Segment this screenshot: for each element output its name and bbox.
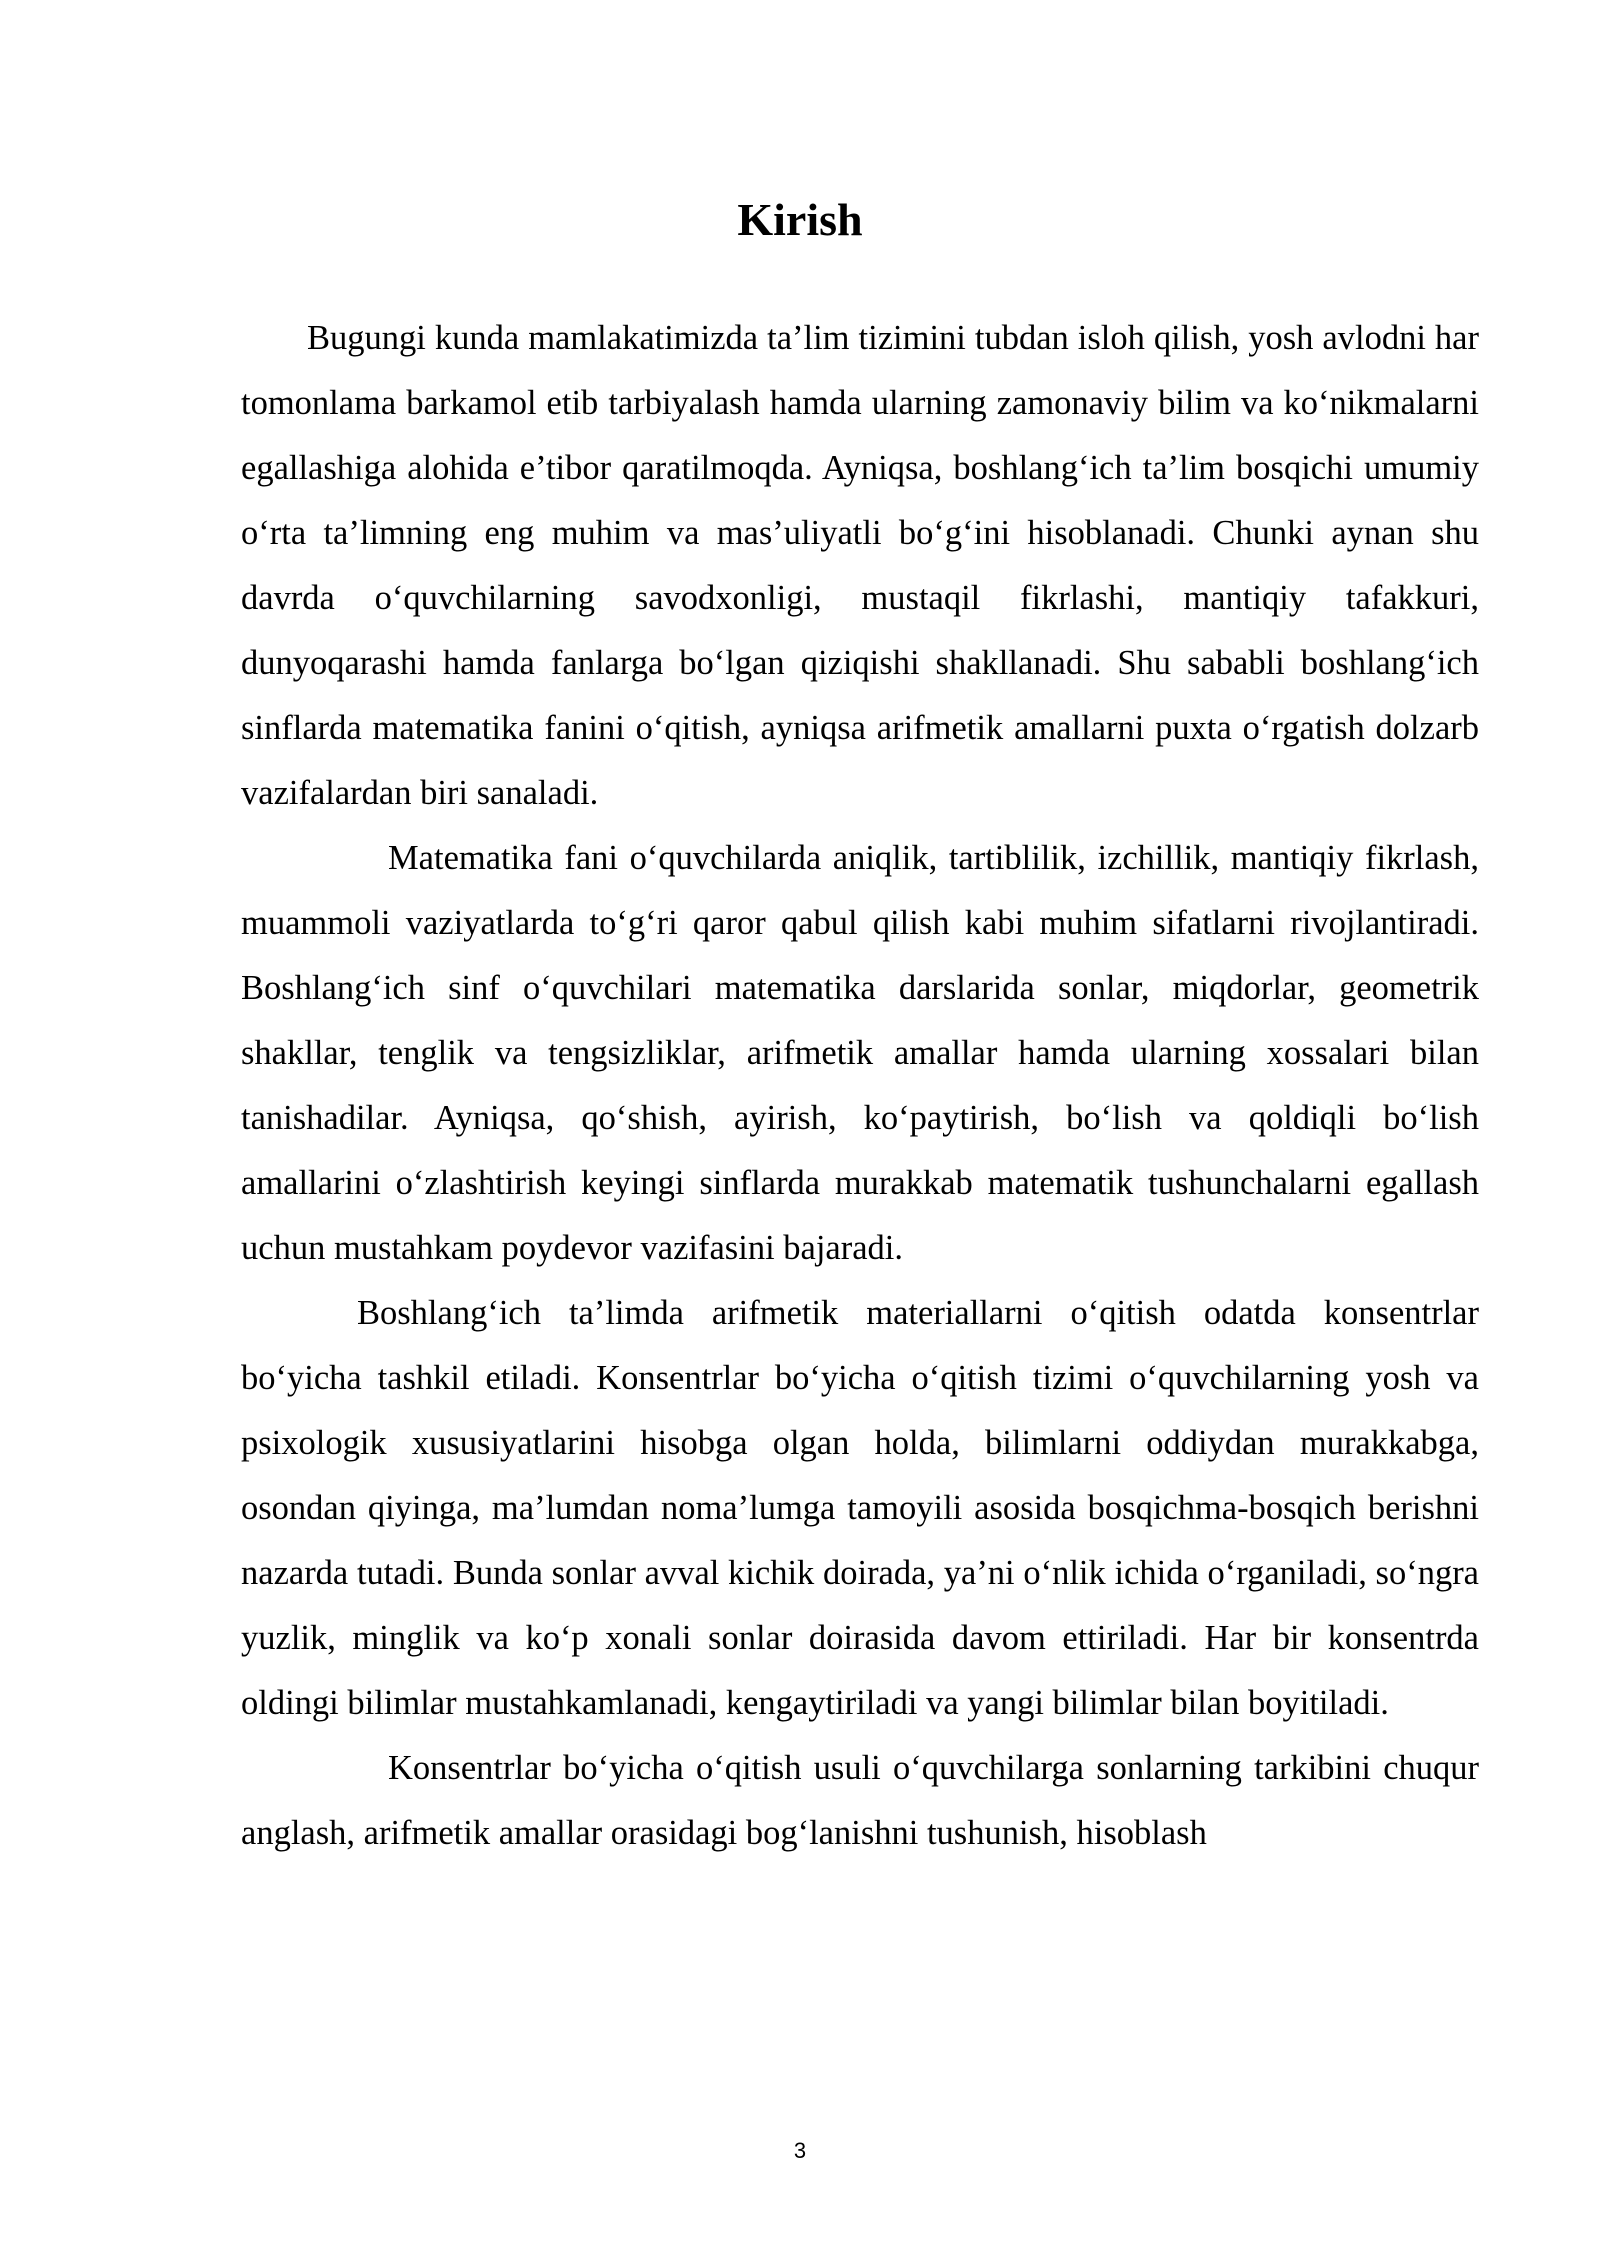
body-text (241, 306, 1479, 1866)
page-title: Kirish (737, 194, 863, 245)
page-number: 3 (793, 2138, 807, 2163)
paragraph-1: Bugungi kunda mamlakatimizda ta’lim tizimini tubdan isloh qilish, yosh avlodni har tomonlama barkamol etib tarbiyalash hamda ularning zamonaviy bilim va ko‘nikmalarni egallashiga alohida e’tibor qaratilmoqda. Ayniqsa, boshlang‘ich ta’lim bosqichi umumiy o‘rta ta’limning eng muhim va mas’uliyatli bo‘g‘ini hisoblanadi. Chunki aynan shu davrda o‘quvchilarning savodxonligi, mustaqil fikrlashi, mantiqiy tafakkuri, dunyoqarashi hamda fanlarga bo‘lgan qiziqishi shakllanadi. Shu sababli boshlang‘ich sinflarda matematika fanini o‘qitish, ayniqsa arifmetik amallarni puxta o‘rgatish dolzarb vazifalardan biri sanaladi. (241, 319, 1479, 812)
paragraph-4: Konsentrlar bo‘yicha o‘qitish usuli o‘quvchilarga sonlarning tarkibini chuqur anglash, arifmetik amallar orasidagi bog‘lanishni tushunish, hisoblash (241, 1749, 1479, 1852)
paragraph-2: Matematika fani o‘quvchilarda aniqlik, tartiblilik, izchillik, mantiqiy fikrlash, muammoli vaziyatlarda to‘g‘ri qaror qabul qilish kabi muhim sifatlarni rivojlantiradi. Boshlang‘ich sinf o‘quvchilari matematika darslarida sonlar, miqdorlar, geometrik shakllar, tenglik va tengsizliklar, arifmetik amallar hamda ularning xossalari bilan tanishadilar. Ayniqsa, qo‘shish, ayirish, ko‘paytirish, bo‘lish va qoldiqli bo‘lish amallarini o‘zlashtirish keyingi sinflarda murakkab matematik tushunchalarni egallash uchun mustahkam poydevor vazifasini bajaradi. (241, 839, 1479, 1267)
paragraph-3: Boshlang‘ich ta’limda arifmetik materiallarni o‘qitish odatda konsentrlar bo‘yicha tashkil etiladi. Konsentrlar bo‘yicha o‘qitish tizimi o‘quvchilarning yosh va psixologik xususiyatlarini hisobga olgan holda, bilimlarni oddiydan murakkabga, osondan qiyinga, ma’lumdan noma’lumga tamoyili asosida bosqichma-bosqich berishni nazarda tutadi. Bunda sonlar avval kichik doirada, ya’ni o‘nlik ichida o‘rganiladi, so‘ngra yuzlik, minglik va ko‘p xonali sonlar doirasida davom ettiriladi. Har bir konsentrda oldingi bilimlar mustahkamlanadi, kengaytiriladi va yangi bilimlar bilan boyitiladi. (241, 1294, 1479, 1722)
